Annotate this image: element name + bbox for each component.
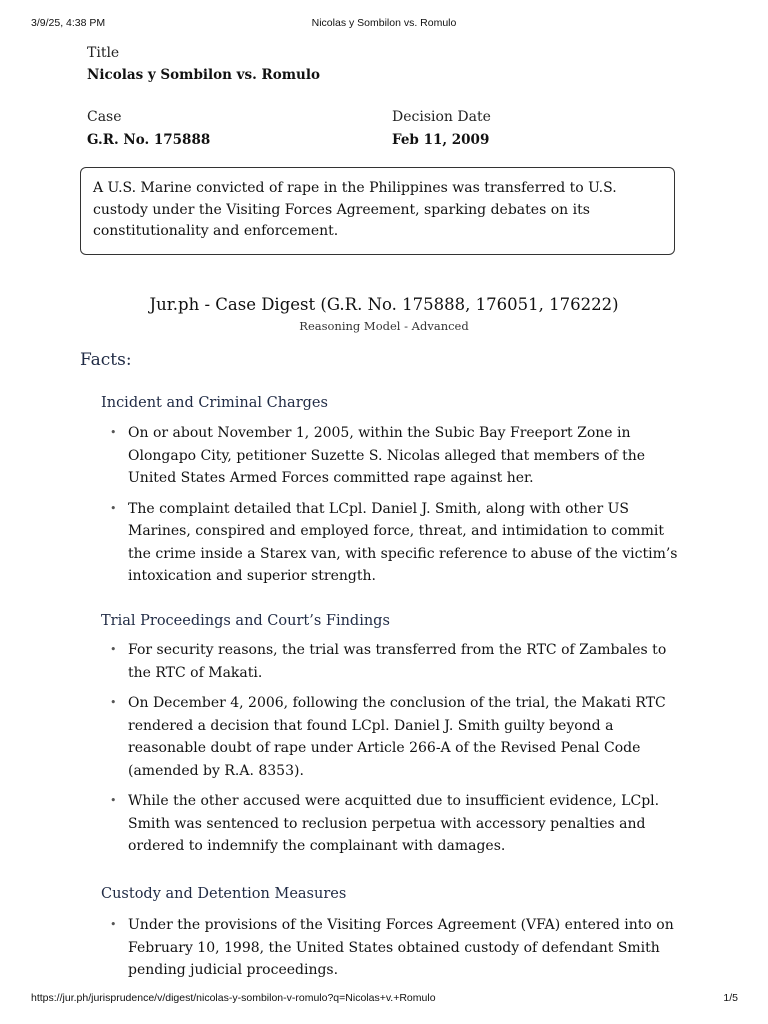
case-number: G.R. No. 175888 xyxy=(87,132,211,148)
bullet-list-trial xyxy=(101,639,681,858)
bullet-list-incident xyxy=(101,422,681,588)
title-value: Nicolas y Sombilon vs. Romulo xyxy=(87,67,320,83)
section-heading-custody: Custody and Detention Measures xyxy=(101,886,347,902)
page-url: https://jur.ph/jurisprudence/v/digest/nicolas-y-sombilon-v-romulo?q=Nicolas+v.+Romulo xyxy=(31,992,436,1004)
list-item: • On December 4, 2006, following the conclusion of the trial, the Makati RTC rendered a decision that found LCpl. Daniel J. Smith guilty beyond a reasonable doubt of rape under Article 266-A of the Revised Penal Code (amended by R.A. 8353). xyxy=(101,692,681,782)
list-item: • On or about November 1, 2005, within the Subic Bay Freeport Zone in Olongapo City, petitioner Suzette S. Nicolas alleged that members of the United States Armed Forces committed rape against her. xyxy=(101,422,681,490)
print-date: 3/9/25, 4:38 PM xyxy=(31,17,106,29)
list-item: • For security reasons, the trial was transferred from the RTC of Zambales to the RTC of Makati. xyxy=(101,639,681,684)
section-heading-trial: Trial Proceedings and Court’s Findings xyxy=(101,613,390,629)
bullet-list-custody xyxy=(101,914,681,982)
list-item: • Under the provisions of the Visiting Forces Agreement (VFA) entered into on February 10, 1998, the United States obtained custody of defendant Smith pending judicial proceedings. xyxy=(101,914,681,982)
print-header xyxy=(0,17,768,33)
print-document-title: Nicolas y Sombilon vs. Romulo xyxy=(311,17,457,29)
digest-title: Jur.ph - Case Digest (G.R. No. 175888, 176051, 176222) xyxy=(149,295,619,314)
list-item: • While the other accused were acquitted due to insufficient evidence, LCpl. Smith was sentenced to reclusion perpetua with accessory penalties and ordered to indemnify the complainant with damages. xyxy=(101,790,681,858)
case-summary-text: A U.S. Marine convicted of rape in the Philippines was transferred to U.S. custody under the Visiting Forces Agreement, sparking debates on its constitutionality and enforcement. xyxy=(93,180,617,239)
list-item: • The complaint detailed that LCpl. Daniel J. Smith, along with other US Marines, conspired and employed force, threat, and intimidation to commit the crime inside a Starex van, with specific reference to abuse of the victim’s intoxication and superior strength. xyxy=(101,498,681,588)
digest-subtitle: Reasoning Model - Advanced xyxy=(299,319,469,333)
facts-heading: Facts: xyxy=(80,350,132,370)
case-summary-box xyxy=(80,167,675,255)
title-label: Title xyxy=(87,45,120,61)
section-heading-incident: Incident and Criminal Charges xyxy=(101,395,328,411)
page-number: 1/5 xyxy=(723,992,738,1004)
decision-date-value: Feb 11, 2009 xyxy=(392,132,490,148)
case-label: Case xyxy=(87,109,122,125)
decision-date-label: Decision Date xyxy=(392,109,491,125)
print-footer xyxy=(0,992,768,1008)
